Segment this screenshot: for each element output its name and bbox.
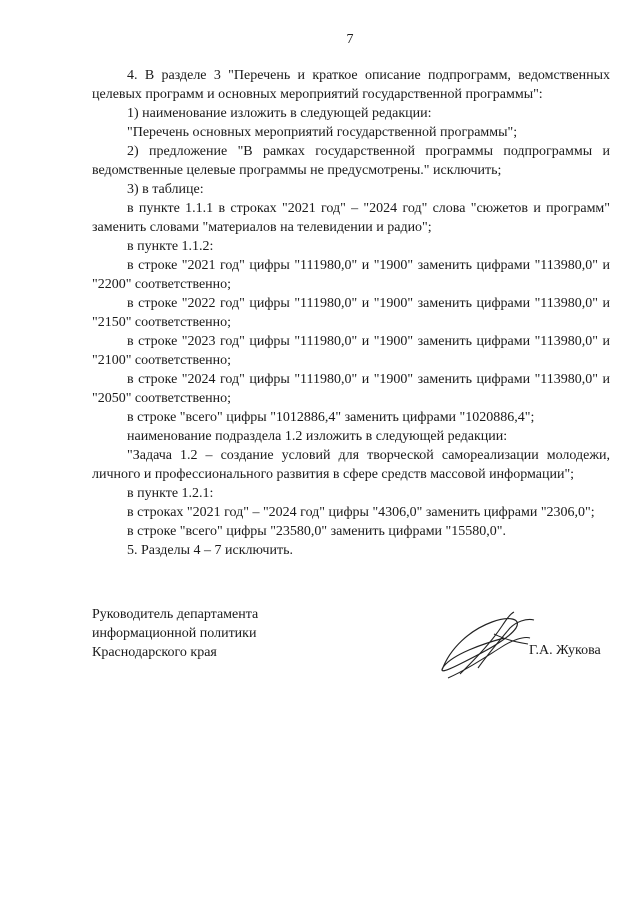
- signatory-title-line: Руководитель департамента: [92, 607, 259, 622]
- paragraph-section-5: 5. Разделы 4 – 7 исключить.: [127, 543, 293, 558]
- signatory-title-line: Краснодарского края: [92, 645, 217, 660]
- paragraph-row-2022: в строке "2022 год" цифры "111980,0" и "1900" заменить цифрами "113980,0" и "2150" соответственно;: [92, 296, 610, 330]
- document-body: [92, 66, 610, 560]
- paragraph-section-4: 4. В разделе 3 "Перечень и краткое описание подпрограмм, ведомственных целевых программ и основных мероприятий государственной программы":: [92, 68, 610, 102]
- paragraph-row-total: в строке "всего" цифры "1012886,4" заменить цифрами "1020886,4";: [127, 410, 535, 425]
- paragraph-point-1-1-1: в пункте 1.1.1 в строках "2021 год" – "2024 год" слова "сюжетов и программ" заменить словами "материалов на телевидении и радио";: [92, 201, 610, 235]
- paragraph-point-1-2-1: в пункте 1.2.1:: [127, 486, 214, 501]
- paragraph-subsection-1-2: наименование подраздела 1.2 изложить в следующей редакции:: [127, 429, 508, 444]
- paragraph-task-1-2: "Задача 1.2 – создание условий для творческой самореализации молодежи, личного и профессионального развития в сфере средств массовой информации";: [92, 448, 610, 482]
- paragraph-item-2: 2) предложение "В рамках государственной программы подпрограммы и ведомственные целевые программы не предусмотрены." исключить;: [92, 144, 610, 178]
- signatory-title-line: информационной политики: [92, 626, 257, 641]
- signatory-name: Г.А. Жукова: [529, 643, 601, 658]
- paragraph-new-title: "Перечень основных мероприятий государственной программы";: [127, 125, 518, 140]
- signatory-title: [92, 605, 258, 662]
- paragraph-rows-2021-2024: в строках "2021 год" – "2024 год" цифры "4306,0" заменить цифрами "2306,0";: [127, 505, 595, 520]
- paragraph-row-total-2: в строке "всего" цифры "23580,0" заменить цифрами "15580,0".: [127, 524, 506, 539]
- paragraph-row-2024: в строке "2024 год" цифры "111980,0" и "1900" заменить цифрами "113980,0" и "2050" соответственно;: [92, 372, 610, 406]
- page-number: 7: [346, 32, 354, 47]
- handwritten-signature: [430, 608, 540, 683]
- paragraph-point-1-1-2: в пункте 1.1.2:: [127, 239, 214, 254]
- paragraph-item-3: 3) в таблице:: [127, 182, 204, 197]
- paragraph-item-1: 1) наименование изложить в следующей редакции:: [127, 106, 432, 121]
- paragraph-row-2021: в строке "2021 год" цифры "111980,0" и "1900" заменить цифрами "113980,0" и "2200" соответственно;: [92, 258, 610, 292]
- paragraph-row-2023: в строке "2023 год" цифры "111980,0" и "1900" заменить цифрами "113980,0" и "2100" соответственно;: [92, 334, 610, 368]
